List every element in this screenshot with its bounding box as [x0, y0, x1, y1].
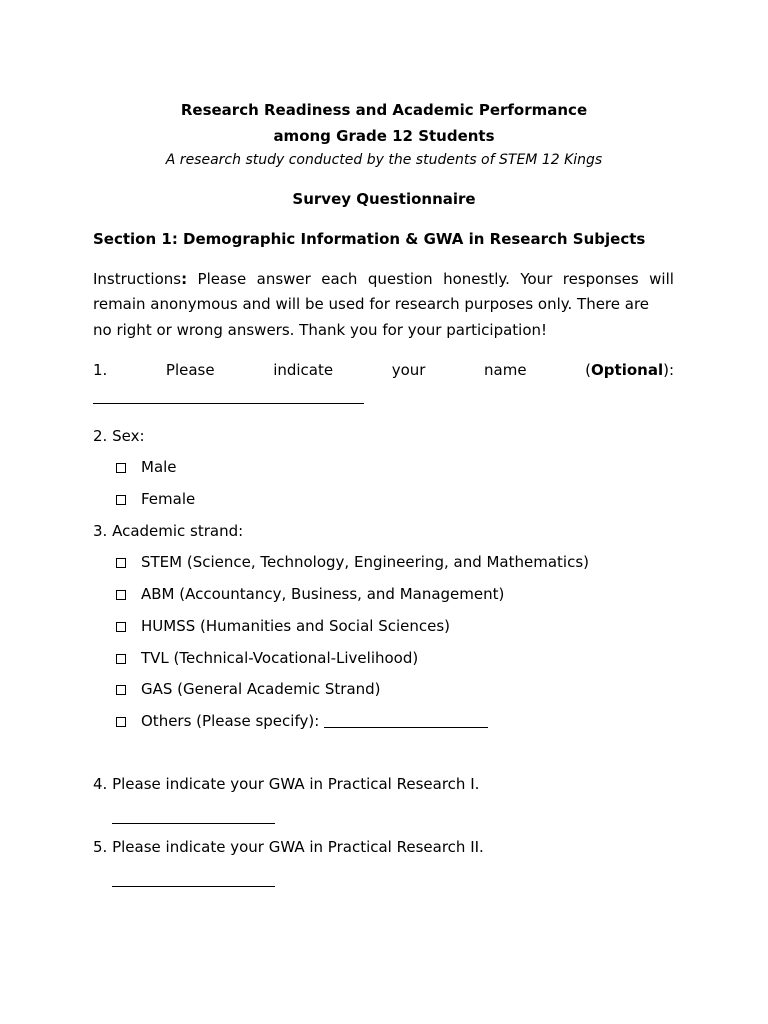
instructions-word: Please — [197, 270, 247, 288]
q1-word: Please — [165, 361, 215, 379]
option-label: GAS (General Academic Strand) — [141, 680, 381, 698]
q1-optional-group — [585, 360, 674, 380]
instructions-line-2: remain anonymous and will be used for research purposes only. There are — [93, 295, 650, 313]
instructions-word: Your — [520, 270, 553, 288]
strand-option-gas[interactable] — [116, 679, 381, 699]
instructions-word: answer — [256, 270, 311, 288]
checkbox-icon[interactable] — [116, 717, 126, 727]
strand-option-stem[interactable] — [116, 552, 589, 572]
q1-paren-close: ): — [663, 361, 674, 379]
q1-word: indicate — [273, 361, 334, 379]
others-specify-line[interactable] — [324, 711, 488, 728]
checkbox-icon[interactable] — [116, 685, 126, 695]
question-3-label: 3. Academic strand: — [93, 522, 244, 540]
checkbox-icon[interactable] — [116, 463, 126, 473]
option-label: Male — [141, 458, 177, 476]
instructions-label: Instructions — [93, 270, 182, 288]
instructions-colon: : — [181, 270, 188, 288]
question-1 — [93, 360, 674, 380]
q1-word: name — [484, 361, 527, 379]
instructions-line-3: no right or wrong answers. Thank you for your participation! — [93, 321, 548, 339]
q1-word: 1. — [93, 361, 108, 379]
checkbox-icon[interactable] — [116, 558, 126, 568]
q1-paren-open: ( — [585, 361, 592, 379]
strand-option-humss[interactable] — [116, 616, 450, 636]
title-line-2: among Grade 12 Students — [273, 127, 495, 145]
instructions-word: will — [649, 270, 674, 288]
question-2-label: 2. Sex: — [93, 427, 145, 445]
option-label: Others (Please specify): — [141, 712, 320, 730]
survey-title: Survey Questionnaire — [292, 190, 476, 208]
question-5-label: 5. Please indicate your GWA in Practical Research II. — [93, 838, 484, 856]
question-4-label: 4. Please indicate your GWA in Practical Research I. — [93, 775, 480, 793]
instructions-word: honestly. — [443, 270, 510, 288]
checkbox-icon[interactable] — [116, 654, 126, 664]
section-1-heading: Section 1: Demographic Information & GWA in Research Subjects — [93, 230, 646, 248]
checkbox-icon[interactable] — [116, 590, 126, 600]
option-label: Female — [141, 490, 196, 508]
option-label: HUMSS (Humanities and Social Sciences) — [141, 617, 451, 635]
checkbox-icon[interactable] — [116, 495, 126, 505]
option-label: TVL (Technical-Vocational-Livelihood) — [141, 649, 419, 667]
instructions-word: each — [321, 270, 358, 288]
strand-option-others[interactable] — [116, 711, 488, 731]
subtitle: A research study conducted by the students of STEM 12 Kings — [165, 152, 603, 168]
option-label: ABM (Accountancy, Business, and Management) — [141, 585, 505, 603]
q1-word: your — [391, 361, 426, 379]
instructions-line-1 — [93, 269, 674, 289]
checkbox-icon[interactable] — [116, 622, 126, 632]
strand-option-abm[interactable] — [116, 584, 504, 604]
instructions-word: responses — [562, 270, 639, 288]
option-label: STEM (Science, Technology, Engineering, and Mathematics) — [141, 553, 590, 571]
instructions-word: question — [367, 270, 433, 288]
gwa-research-2-answer-line[interactable] — [112, 886, 275, 887]
gwa-research-1-answer-line[interactable] — [112, 823, 275, 824]
name-answer-line[interactable] — [93, 403, 364, 404]
strand-option-tvl[interactable] — [116, 648, 418, 668]
instructions-label-group — [93, 269, 187, 289]
title-line-1: Research Readiness and Academic Performance — [180, 101, 588, 119]
q1-optional-label: Optional — [591, 361, 664, 379]
sex-option-male[interactable] — [116, 457, 177, 477]
sex-option-female[interactable] — [116, 489, 195, 509]
